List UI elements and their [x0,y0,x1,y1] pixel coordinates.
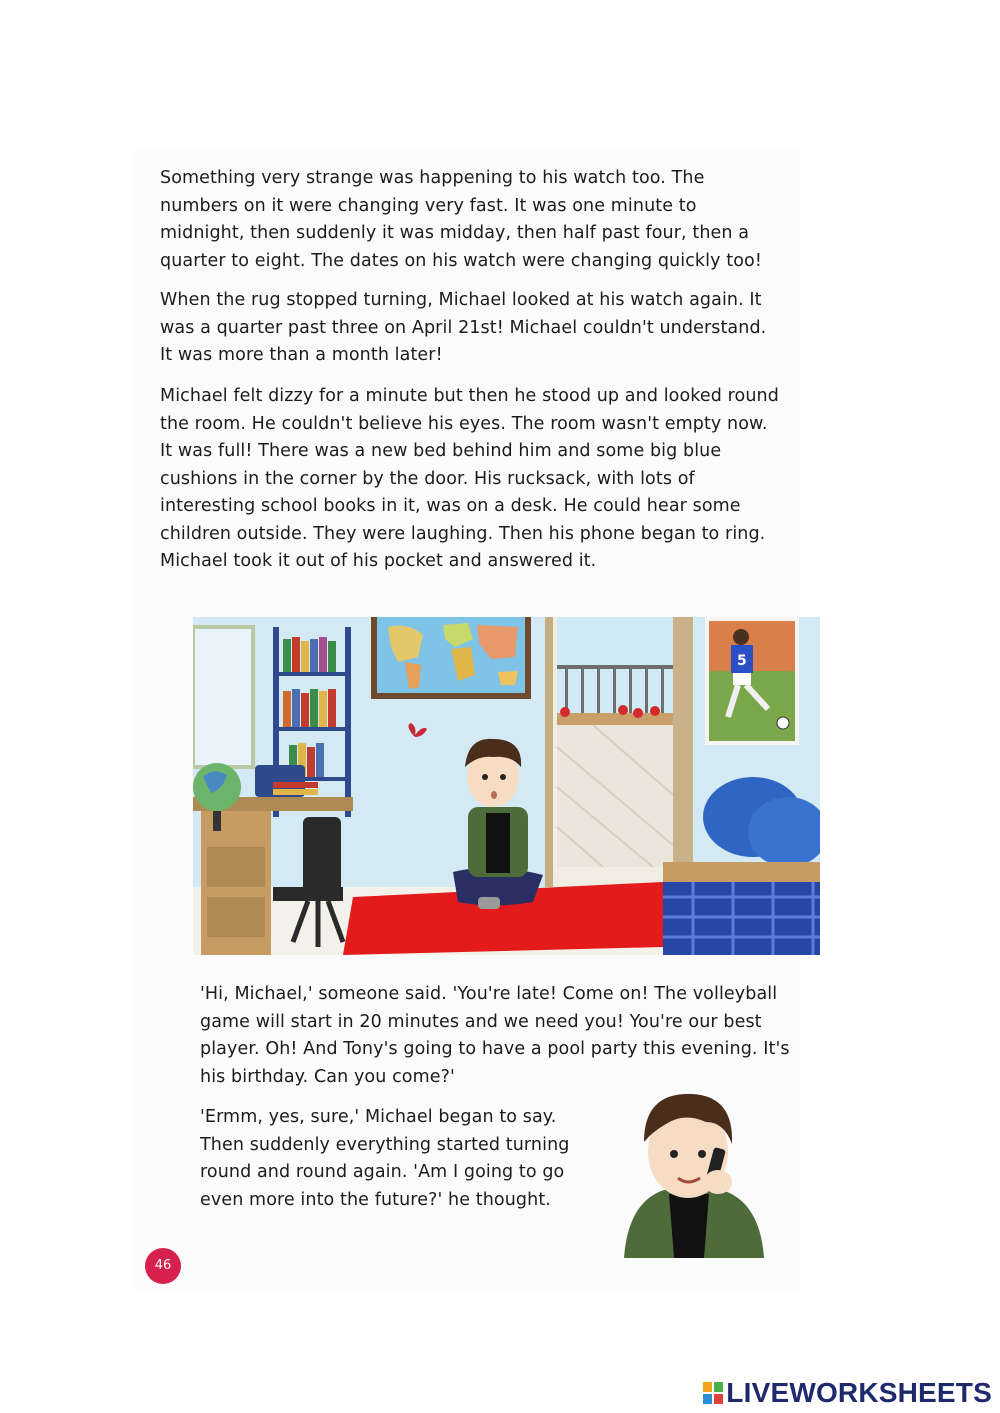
story-paragraph-2: When the rug stopped turning, Michael looked at his watch again. It was a quarter past three on April 21st! Michael couldn't understand. It was more than a month later! [160,290,767,365]
bedroom-illustration [193,617,820,955]
story-paragraph-1: Something very strange was happening to his watch too. The numbers on it were changing very fast. It was one minute to midnight, then suddenly it was midday, then half past four, then a quarter to eight. The dates on his watch were changing quickly too! [160,168,762,271]
boy-on-phone-illustration [614,1082,766,1258]
football-poster [705,617,799,745]
story-paragraph-5: 'Ermm, yes, sure,' Michael began to say. Then suddenly everything started turning round and round again. 'Am I going to go even more into the future?' he thought. [200,1107,570,1210]
story-paragraph-3: Michael felt dizzy for a minute but then he stood up and looked round the room. He couldn't believe his eyes. The room wasn't empty now. It was full! There was a new bed behind him and some big blue cushions in the corner by the door. His rucksack, with lots of interesting school books in it, was on a desk. He could hear some children outside. They were laughing. Then his phone began to ring. Michael took it out of his pocket and answered it. [160,386,779,571]
liveworksheets-logo-icon [703,1382,723,1404]
world-map [371,617,531,699]
liveworksheets-logo[interactable] [703,1378,992,1408]
story-paragraph-4: 'Hi, Michael,' someone said. 'You're late! Come on! The volleyball game will start in 20 minutes and we need you! You're our best player. Oh! And Tony's going to have a pool party this evening. It's his birthday. Can you come?' [200,984,790,1087]
page-number: 46 [145,1248,181,1284]
poster-number: 5 [737,653,747,669]
liveworksheets-brand-text: LIVEWORKSHEETS [726,1377,992,1408]
